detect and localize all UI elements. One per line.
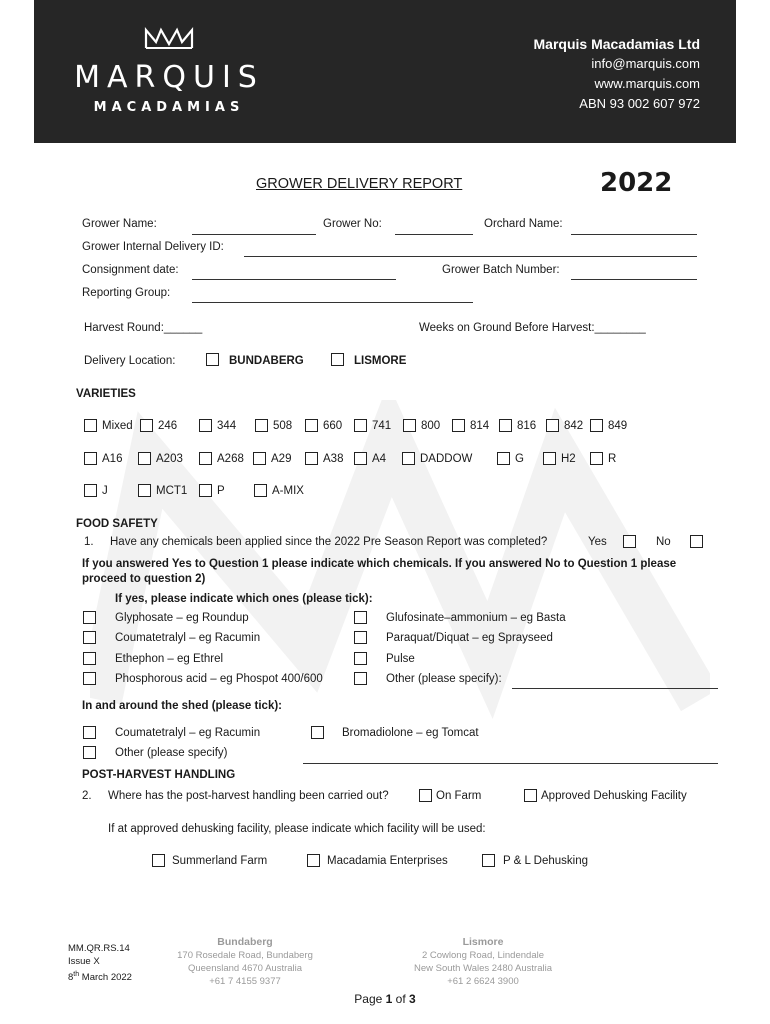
approved-facility-checkbox[interactable] <box>524 789 537 802</box>
post-harvest-heading: POST-HARVEST HANDLING <box>82 769 236 781</box>
chemicals-tick-heading: If yes, please indicate which ones (please tick): <box>115 593 373 605</box>
facility-prompt: If at approved dehusking facility, please indicate which facility will be used: <box>108 823 486 835</box>
orchard-name-field[interactable] <box>571 234 697 235</box>
variety-row1-label-2: 344 <box>217 420 237 432</box>
variety-row2-checkbox-5[interactable] <box>354 452 367 465</box>
variety-row2-checkbox-9[interactable] <box>590 452 603 465</box>
variety-row3-label-0: J <box>102 485 108 497</box>
chem-left-label-2: Ethephon – eg Ethrel <box>115 653 224 665</box>
approved-facility-label: Approved Dehusking Facility <box>541 790 687 802</box>
lismore-phone: +61 2 6624 3900 <box>447 976 519 987</box>
variety-row2-label-2: A268 <box>217 453 244 465</box>
shed-other-checkbox[interactable] <box>83 746 96 759</box>
orchard-name-label: Orchard Name: <box>484 218 563 230</box>
variety-row1-checkbox-6[interactable] <box>403 419 416 432</box>
pl-dehusking-label: P & L Dehusking <box>503 855 589 867</box>
consignment-date-label: Consignment date: <box>82 264 179 276</box>
chem-right-checkbox-0[interactable] <box>354 611 367 624</box>
variety-row2-checkbox-6[interactable] <box>402 452 415 465</box>
chem-right-checkbox-1[interactable] <box>354 631 367 644</box>
variety-row1-label-6: 800 <box>421 420 441 432</box>
lismore-line1: 2 Cowlong Road, Lindendale <box>421 950 544 961</box>
chem-left-label-0: Glyphosate – eg Roundup <box>115 612 249 624</box>
weeks-on-ground-field[interactable]: Weeks on Ground Before Harvest:________ <box>419 322 646 334</box>
report-year: 2022 <box>600 168 673 198</box>
company-abn: ABN 93 002 607 972 <box>579 96 700 111</box>
document-reference <box>68 942 132 984</box>
grower-batch-number-field[interactable] <box>571 279 697 280</box>
company-email[interactable]: info@marquis.com <box>591 56 700 71</box>
letterhead <box>34 0 736 143</box>
reporting-group-label: Reporting Group: <box>82 287 171 299</box>
doc-code: MM.QR.RS.14 <box>68 943 130 954</box>
q1-instruction: If you answered Yes to Question 1 please indicate which chemicals. If you answered No to Question 1 please proceed to question 2) <box>82 558 677 585</box>
bundaberg-checkbox[interactable] <box>206 353 219 366</box>
bundaberg-line1: 170 Rosedale Road, Bundaberg <box>177 950 313 961</box>
summerland-farm-checkbox[interactable] <box>152 854 165 867</box>
marquis-logo <box>64 26 274 118</box>
crown-icon <box>144 26 194 50</box>
variety-row2-checkbox-1[interactable] <box>138 452 151 465</box>
variety-row2-checkbox-3[interactable] <box>253 452 266 465</box>
macadamia-enterprises-checkbox[interactable] <box>307 854 320 867</box>
q2-number: 2. <box>82 790 92 802</box>
shed-coumatetralyl-checkbox[interactable] <box>83 726 96 739</box>
variety-row1-checkbox-2[interactable] <box>199 419 212 432</box>
q1-yes-label: Yes <box>588 536 607 548</box>
q1-no-label: No <box>656 536 671 548</box>
variety-row2-checkbox-2[interactable] <box>199 452 212 465</box>
variety-row1-label-0: Mixed <box>102 420 133 432</box>
chem-left-label-1: Coumatetralyl – eg Racumin <box>115 632 261 644</box>
company-details <box>534 34 701 114</box>
company-website[interactable]: www.marquis.com <box>594 76 700 91</box>
variety-row1-label-3: 508 <box>273 420 293 432</box>
chem-right-label-1: Paraquat/Diquat – eg Sprayseed <box>386 632 553 644</box>
grower-no-label: Grower No: <box>323 218 382 230</box>
lismore-line2: New South Wales 2480 Australia <box>413 963 552 974</box>
shed-coumatetralyl-label: Coumatetralyl – eg Racumin <box>115 727 261 739</box>
variety-row2-label-3: A29 <box>271 453 292 465</box>
variety-row1-checkbox-4[interactable] <box>305 419 318 432</box>
page-number: Page 1 of 3 <box>354 992 416 1006</box>
variety-row1-checkbox-10[interactable] <box>590 419 603 432</box>
variety-row2-label-8: H2 <box>561 453 576 465</box>
variety-row1-label-8: 816 <box>517 420 537 432</box>
chem-right-label-0: Glufosinate–ammonium – eg Basta <box>386 612 566 624</box>
variety-row2-checkbox-4[interactable] <box>305 452 318 465</box>
logo-wordmark: MARQUIS <box>74 60 264 95</box>
variety-row3-checkbox-0[interactable] <box>84 484 97 497</box>
variety-row2-label-5: A4 <box>372 453 387 465</box>
company-name: Marquis Macadamias Ltd <box>533 36 700 52</box>
variety-row1-checkbox-5[interactable] <box>354 419 367 432</box>
variety-row1-label-7: 814 <box>470 420 490 432</box>
variety-row2-label-7: G <box>515 453 524 465</box>
internal-delivery-id-field[interactable] <box>244 256 697 257</box>
shed-other-label: Other (please specify) <box>115 747 228 759</box>
lismore-address <box>400 936 566 988</box>
q1-number: 1. <box>84 536 94 548</box>
grower-no-field[interactable] <box>395 234 473 235</box>
grower-batch-number-label: Grower Batch Number: <box>442 264 560 276</box>
shed-other-specify-field[interactable] <box>303 763 718 764</box>
variety-row3-label-1: MCT1 <box>156 485 188 497</box>
variety-row2-checkbox-8[interactable] <box>543 452 556 465</box>
doc-date: 8th March 2022 <box>68 971 132 984</box>
variety-row2-label-4: A38 <box>323 453 344 465</box>
bundaberg-phone: +61 7 4155 9377 <box>209 976 281 987</box>
bundaberg-heading: Bundaberg <box>217 936 273 948</box>
chem-right-label-2: Pulse <box>386 653 415 665</box>
chem-left-checkbox-2[interactable] <box>83 652 96 665</box>
harvest-round-field[interactable]: Harvest Round:______ <box>84 322 203 334</box>
chem-left-checkbox-3[interactable] <box>83 672 96 685</box>
variety-row1-label-9: 842 <box>564 420 584 432</box>
variety-row2-checkbox-0[interactable] <box>84 452 97 465</box>
chem-right-checkbox-3[interactable] <box>354 672 367 685</box>
on-farm-checkbox[interactable] <box>419 789 432 802</box>
variety-row1-checkbox-0[interactable] <box>84 419 97 432</box>
variety-row1-checkbox-7[interactable] <box>452 419 465 432</box>
delivery-location-label: Delivery Location: <box>84 355 176 367</box>
variety-row3-label-3: A-MIX <box>272 485 304 497</box>
chem-left-label-3: Phosphorous acid – eg Phospot 400/600 <box>115 673 323 685</box>
shed-heading: In and around the shed (please tick): <box>82 700 283 712</box>
macadamia-enterprises-label: Macadamia Enterprises <box>327 855 448 867</box>
variety-row1-checkbox-9[interactable] <box>546 419 559 432</box>
grower-name-label: Grower Name: <box>82 218 157 230</box>
variety-row1-label-10: 849 <box>608 420 628 432</box>
internal-delivery-id-label: Grower Internal Delivery ID: <box>82 241 224 253</box>
q1-yes-checkbox[interactable] <box>623 535 636 548</box>
q2-text: Where has the post-harvest handling been carried out? <box>108 790 389 802</box>
variety-row2-label-6: DADDOW <box>420 453 473 465</box>
grower-name-field[interactable] <box>192 234 316 235</box>
shed-bromadiolone-label: Bromadiolone – eg Tomcat <box>342 727 479 739</box>
variety-row1-checkbox-1[interactable] <box>140 419 153 432</box>
doc-issue: Issue X <box>68 956 100 967</box>
chem-right-checkbox-2[interactable] <box>354 652 367 665</box>
bundaberg-address <box>170 936 320 988</box>
chem-left-checkbox-0[interactable] <box>83 611 96 624</box>
variety-row1-checkbox-8[interactable] <box>499 419 512 432</box>
chem-left-checkbox-1[interactable] <box>83 631 96 644</box>
report-title: GROWER DELIVERY REPORT <box>256 176 463 192</box>
variety-row1-checkbox-3[interactable] <box>255 419 268 432</box>
lismore-checkbox[interactable] <box>331 353 344 366</box>
chem-right-label-3: Other (please specify): <box>386 673 502 685</box>
variety-row3-checkbox-2[interactable] <box>199 484 212 497</box>
lismore-heading: Lismore <box>462 936 504 948</box>
variety-row2-label-9: R <box>608 453 617 465</box>
logo-subtitle: MACADAMIAS <box>93 100 245 115</box>
consignment-date-field[interactable] <box>192 279 396 280</box>
variety-row1-label-5: 741 <box>372 420 392 432</box>
lismore-label: LISMORE <box>354 355 407 367</box>
q1-text: Have any chemicals been applied since the 2022 Pre Season Report was completed? <box>110 536 548 548</box>
variety-row2-label-0: A16 <box>102 453 123 465</box>
other-chemical-specify-field[interactable] <box>512 688 718 689</box>
q1-no-checkbox[interactable] <box>690 535 703 548</box>
food-safety-heading: FOOD SAFETY <box>76 518 158 530</box>
variety-row3-checkbox-3[interactable] <box>254 484 267 497</box>
variety-row2-checkbox-7[interactable] <box>497 452 510 465</box>
varieties-heading: VARIETIES <box>76 388 136 400</box>
variety-row3-checkbox-1[interactable] <box>138 484 151 497</box>
summerland-farm-label: Summerland Farm <box>172 855 268 867</box>
bundaberg-line2: Queensland 4670 Australia <box>187 963 303 974</box>
shed-bromadiolone-checkbox[interactable] <box>311 726 324 739</box>
reporting-group-field[interactable] <box>192 302 473 303</box>
bundaberg-label: BUNDABERG <box>229 355 304 367</box>
variety-row2-label-1: A203 <box>156 453 183 465</box>
variety-row1-label-1: 246 <box>158 420 178 432</box>
pl-dehusking-checkbox[interactable] <box>482 854 495 867</box>
variety-row3-label-2: P <box>217 485 225 497</box>
variety-row1-label-4: 660 <box>323 420 343 432</box>
on-farm-label: On Farm <box>436 790 482 802</box>
